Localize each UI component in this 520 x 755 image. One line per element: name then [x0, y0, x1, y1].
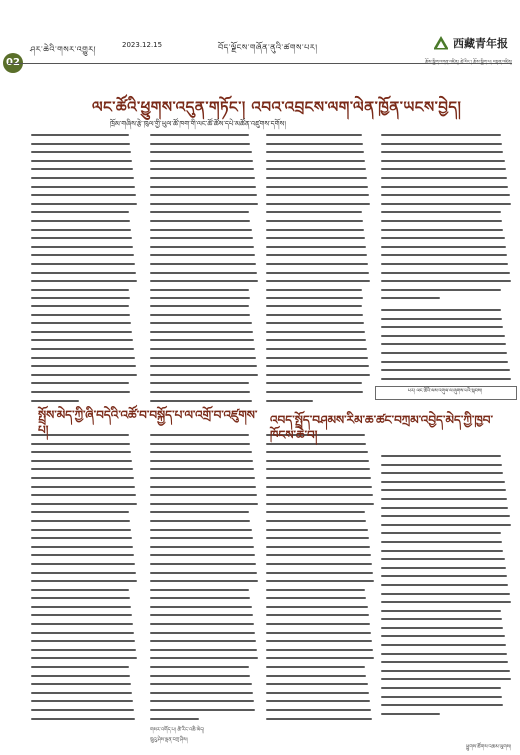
text-line — [31, 675, 130, 677]
text-line — [31, 322, 131, 324]
text-line — [31, 272, 136, 274]
text-line — [266, 220, 363, 222]
text-line — [31, 305, 129, 307]
text-line — [150, 254, 255, 256]
text-line — [31, 614, 132, 616]
text-line — [150, 289, 249, 291]
text-line — [31, 186, 135, 188]
text-line — [150, 666, 249, 668]
text-line — [150, 229, 252, 231]
text-line — [31, 546, 133, 548]
text-line — [31, 297, 130, 299]
text-line — [31, 211, 129, 213]
text-line — [31, 237, 132, 239]
text-line — [266, 529, 368, 531]
text-line — [150, 675, 250, 677]
text-line — [31, 460, 132, 462]
text-line — [381, 464, 502, 466]
text-line — [381, 661, 508, 663]
text-line — [31, 683, 131, 685]
text-line — [31, 632, 134, 634]
text-line — [266, 168, 366, 170]
text-line — [150, 194, 257, 196]
text-line — [266, 151, 364, 153]
text-line — [266, 486, 372, 488]
text-line — [266, 391, 363, 393]
logo-emblem-icon — [432, 33, 450, 51]
text-line — [150, 640, 256, 642]
text-line — [266, 606, 368, 608]
text-line — [31, 718, 135, 720]
text-line — [266, 597, 366, 599]
text-line — [150, 657, 258, 659]
text-column-2b — [150, 305, 258, 408]
text-line — [150, 554, 255, 556]
text-line — [266, 382, 362, 384]
text-line — [150, 348, 255, 350]
text-line — [31, 151, 131, 153]
text-line — [31, 443, 130, 445]
text-line — [31, 391, 130, 393]
text-line — [31, 563, 135, 565]
text-line — [31, 606, 131, 608]
text-line — [266, 186, 368, 188]
text-line — [266, 400, 313, 402]
text-line — [266, 692, 369, 694]
text-line — [31, 580, 137, 582]
text-line — [381, 369, 510, 371]
text-column-3 — [266, 134, 370, 306]
text-line — [150, 572, 257, 574]
text-line — [150, 168, 254, 170]
text-line — [31, 203, 137, 205]
text-line — [266, 177, 367, 179]
text-line — [381, 472, 503, 474]
article-headline: ལང་ཚོའི་ཕྱུགས་འདུན་གཏོང་། འབའ་འབྲངས་ལག་ལེན་ཁྱོན་ཡངས་བྱེད། — [92, 98, 462, 116]
text-line — [266, 143, 363, 145]
text-line — [31, 666, 129, 668]
text-line — [381, 593, 510, 595]
text-line — [31, 468, 133, 470]
text-line — [381, 541, 502, 543]
text-line — [31, 572, 136, 574]
text-line — [266, 632, 371, 634]
text-line — [31, 692, 132, 694]
text-line — [266, 211, 362, 213]
text-line — [150, 220, 250, 222]
text-line — [381, 254, 507, 256]
text-line — [381, 644, 506, 646]
text-line — [381, 186, 508, 188]
text-line — [31, 168, 133, 170]
text-line — [31, 160, 132, 162]
text-line — [266, 297, 363, 299]
text-line — [150, 280, 258, 282]
text-line — [150, 400, 252, 402]
text-line — [31, 477, 134, 479]
text-line — [31, 220, 130, 222]
text-line — [266, 451, 368, 453]
text-line — [381, 220, 502, 222]
text-line — [31, 331, 132, 333]
text-line — [266, 280, 370, 282]
text-column-3b — [266, 305, 370, 408]
text-line — [31, 640, 135, 642]
text-line — [31, 494, 136, 496]
text-line — [266, 160, 365, 162]
text-line — [381, 610, 501, 612]
text-line — [266, 203, 370, 205]
text-line — [266, 229, 364, 231]
text-line — [31, 657, 137, 659]
text-line — [381, 489, 506, 491]
text-line — [150, 597, 250, 599]
text-line — [31, 374, 137, 376]
section-subhead-1: སྤྲོས་མེད་ཀྱི་ཞི་བདེའི་འཚོ་བ་བསྐྱོད་པ་ལ་འགྲོ་བ་འཛུགས་པ། — [38, 408, 258, 437]
text-line — [150, 246, 254, 248]
text-line — [266, 640, 372, 642]
text-line — [381, 507, 508, 509]
text-line — [266, 365, 369, 367]
text-line — [381, 575, 507, 577]
text-line — [150, 443, 250, 445]
header-divider — [8, 63, 512, 64]
text-line — [266, 683, 368, 685]
text-line — [381, 309, 501, 311]
text-line — [31, 623, 133, 625]
text-line — [266, 614, 369, 616]
text-line — [381, 670, 510, 672]
text-line — [266, 709, 371, 711]
text-line — [266, 589, 365, 591]
text-line — [381, 289, 501, 291]
text-line — [150, 314, 250, 316]
text-line — [150, 391, 250, 393]
text-line — [150, 365, 257, 367]
text-line — [381, 229, 503, 231]
text-line — [150, 683, 252, 685]
text-line — [150, 460, 253, 462]
text-line — [266, 503, 374, 505]
text-line — [266, 700, 370, 702]
text-line — [150, 614, 253, 616]
text-line — [150, 297, 250, 299]
text-line — [150, 177, 255, 179]
text-line — [266, 289, 362, 291]
text-line — [381, 272, 510, 274]
text-line — [150, 374, 258, 376]
text-line — [266, 511, 365, 513]
text-line — [31, 194, 136, 196]
text-line — [31, 263, 135, 265]
text-line — [31, 649, 136, 651]
text-line — [150, 357, 256, 359]
text-line — [266, 563, 372, 565]
text-line — [150, 632, 255, 634]
text-line — [266, 348, 367, 350]
text-line — [266, 675, 366, 677]
text-line — [381, 134, 501, 136]
text-line — [266, 666, 365, 668]
text-line — [381, 567, 506, 569]
footer-credit: ཕྱུགས་ཚོགས་འཆམ་ལུགས། — [466, 744, 512, 750]
text-line — [31, 365, 136, 367]
text-line — [31, 554, 134, 556]
text-line — [381, 203, 511, 205]
text-line — [150, 529, 252, 531]
byline-1: གསར་འགོད་པ། ཚེ་རིང་འཆི་མེད། — [150, 727, 205, 733]
text-line — [31, 529, 131, 531]
byline-2: ཁྲུའུ་ཤེས་ལྡན་བཀྲ་ཤིས། — [150, 737, 188, 743]
text-line — [381, 627, 503, 629]
text-line — [381, 352, 507, 354]
text-line — [266, 477, 371, 479]
issue-date: 2023.12.15 — [122, 41, 163, 49]
text-line — [266, 623, 370, 625]
text-column-1 — [31, 134, 137, 306]
text-line — [266, 580, 374, 582]
text-line — [266, 246, 366, 248]
text-line — [381, 326, 503, 328]
text-line — [150, 305, 249, 307]
text-line — [381, 280, 511, 282]
text-line — [150, 718, 199, 720]
text-line — [31, 700, 133, 702]
text-line — [381, 696, 502, 698]
text-line — [381, 160, 505, 162]
text-line — [266, 657, 374, 659]
text-line — [31, 511, 129, 513]
text-line — [150, 511, 249, 513]
text-line — [381, 550, 503, 552]
text-line — [381, 194, 510, 196]
text-line — [381, 481, 505, 483]
text-line — [150, 546, 254, 548]
text-line — [266, 374, 370, 376]
text-column-3c — [266, 434, 374, 726]
text-line — [266, 237, 365, 239]
text-line — [381, 558, 505, 560]
text-line — [150, 520, 250, 522]
text-line — [266, 649, 373, 651]
text-line — [381, 335, 505, 337]
text-line — [31, 339, 133, 341]
text-line — [31, 709, 134, 711]
text-line — [381, 678, 511, 680]
text-line — [31, 348, 134, 350]
text-line — [150, 623, 254, 625]
text-column-1b — [31, 305, 137, 408]
newspaper-title-tibetan: བོད་ལྗོངས་གཞོན་ནུའི་ཚགས་པར། — [218, 43, 318, 52]
text-line — [266, 339, 366, 341]
text-line — [31, 503, 137, 505]
text-line — [150, 537, 253, 539]
text-line — [150, 263, 256, 265]
text-line — [266, 322, 364, 324]
text-line — [381, 177, 507, 179]
text-line — [266, 254, 367, 256]
text-line — [381, 455, 501, 457]
text-line — [266, 546, 370, 548]
text-line — [266, 718, 372, 720]
text-column-4c — [381, 455, 511, 721]
text-line — [31, 143, 130, 145]
text-line — [381, 635, 505, 637]
text-line — [31, 520, 130, 522]
text-line — [381, 584, 508, 586]
text-line — [150, 580, 258, 582]
text-line — [150, 692, 253, 694]
text-line — [150, 237, 253, 239]
text-line — [150, 211, 249, 213]
text-line — [381, 318, 502, 320]
text-line — [381, 618, 502, 620]
text-line — [381, 168, 506, 170]
text-line — [266, 134, 362, 136]
newspaper-logo — [432, 33, 512, 53]
text-line — [381, 524, 511, 526]
text-line — [31, 246, 133, 248]
text-line — [381, 532, 501, 534]
text-line — [266, 468, 370, 470]
text-line — [31, 280, 137, 282]
text-line — [381, 515, 510, 517]
text-line — [150, 606, 252, 608]
text-line — [150, 486, 256, 488]
text-line — [150, 322, 252, 324]
text-line — [381, 343, 506, 345]
text-line — [150, 272, 257, 274]
text-line — [31, 589, 129, 591]
text-line — [150, 700, 254, 702]
text-line — [381, 361, 508, 363]
text-line — [266, 331, 365, 333]
text-line — [150, 382, 249, 384]
text-line — [266, 494, 373, 496]
text-line — [381, 653, 507, 655]
text-line — [150, 331, 253, 333]
text-line — [31, 400, 79, 402]
text-line — [150, 494, 257, 496]
section-subhead-2: འབད་སྤྲོད་བཤམས་རིམ་ཆ་ཚང་བཀྲམ་འབྱེད་མེད་ཀྱི་ཁྱབ་ཁོངས་ཆེ་བ། — [270, 413, 493, 442]
text-line — [150, 468, 254, 470]
text-line — [381, 704, 503, 706]
text-column-4b — [381, 309, 511, 386]
text-line — [266, 314, 363, 316]
text-line — [31, 451, 131, 453]
text-line — [266, 305, 362, 307]
text-line — [31, 357, 135, 359]
text-line — [31, 314, 130, 316]
logo-text: 西藏青年报 — [453, 37, 508, 50]
text-line — [150, 203, 258, 205]
text-line — [266, 537, 369, 539]
text-line — [150, 143, 250, 145]
text-column-2 — [150, 134, 258, 306]
text-line — [150, 477, 255, 479]
text-column-1c — [31, 434, 137, 726]
text-line — [381, 211, 501, 213]
text-line — [381, 151, 503, 153]
text-line — [31, 537, 132, 539]
text-line — [381, 378, 511, 380]
text-line — [381, 246, 506, 248]
text-line — [381, 687, 501, 689]
text-line — [381, 713, 440, 715]
text-line — [266, 272, 369, 274]
text-line — [31, 229, 131, 231]
photo-caption: པར། ལང་ཚོའི་ལས་འགུལ་ལ་ཞུགས་པའི་སྐབས། — [407, 389, 483, 394]
text-line — [31, 134, 129, 136]
text-line — [266, 357, 368, 359]
text-line — [31, 486, 135, 488]
text-line — [150, 186, 256, 188]
text-column-4 — [381, 134, 511, 306]
text-line — [266, 263, 368, 265]
text-line — [150, 151, 252, 153]
text-line — [381, 601, 511, 603]
text-line — [266, 460, 369, 462]
text-line — [381, 498, 507, 500]
text-line — [266, 194, 369, 196]
text-line — [31, 289, 129, 291]
text-line — [266, 572, 373, 574]
article-subheadline: ཁྲོམ་གཞིས་རྩེ་ཁུལ་གྱི་ཡུལ་ཚོ་ཁག་གི་ལང་ཚོ་ཚོས་དཔེ་མཚོན་འཛུགས་དགོས། — [110, 120, 286, 128]
text-line — [31, 254, 134, 256]
text-line — [150, 589, 249, 591]
text-line — [381, 263, 508, 265]
text-line — [266, 520, 366, 522]
text-line — [150, 563, 256, 565]
text-line — [266, 554, 371, 556]
text-line — [150, 339, 254, 341]
text-line — [381, 143, 502, 145]
text-line — [150, 649, 257, 651]
text-line — [31, 597, 130, 599]
text-line — [150, 160, 253, 162]
text-line — [150, 709, 255, 711]
text-column-2c — [150, 434, 258, 726]
text-line — [381, 237, 505, 239]
text-line — [31, 177, 134, 179]
text-line — [150, 451, 252, 453]
text-line — [381, 297, 440, 299]
text-line — [150, 134, 249, 136]
text-line — [31, 382, 129, 384]
section-label: ཤར་ཆེའི་གསར་འགྱུར། — [30, 45, 97, 54]
text-line — [150, 503, 258, 505]
